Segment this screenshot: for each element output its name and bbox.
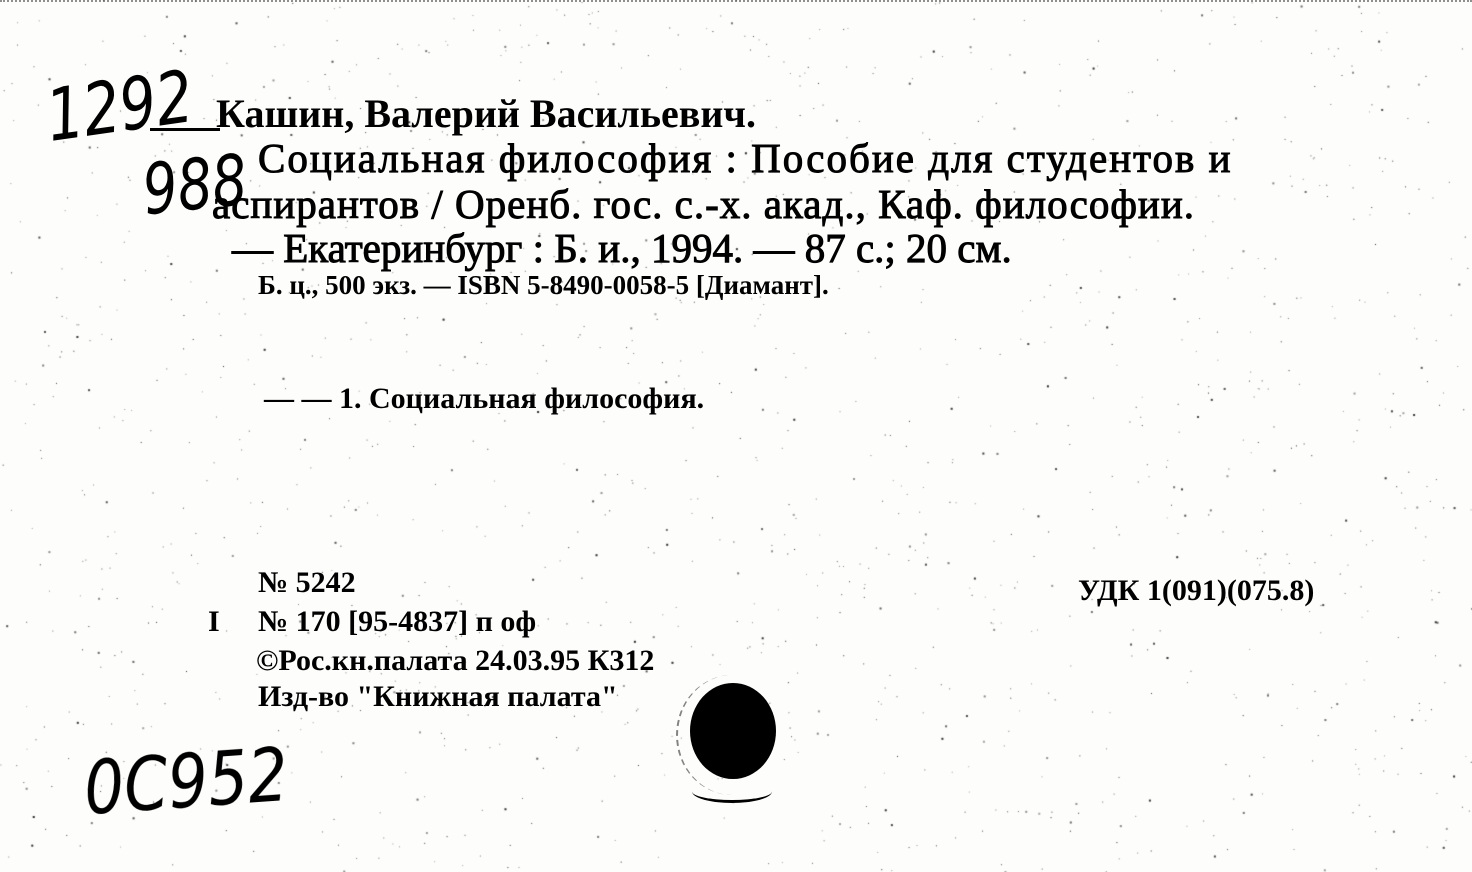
udc-classification: УДК 1(091)(075.8)	[1078, 574, 1315, 607]
title-line-2: аспирантов / Оренб. гос. с.-х. акад., Каф. философии.	[212, 181, 1196, 227]
handwritten-number-second: 988	[138, 138, 251, 232]
card-top-edge	[0, 0, 1472, 12]
copyright-line: ©Рос.кн.палата 24.03.95 К312	[256, 644, 655, 677]
title-line-1: Социальная философия : Пособие для студентов и	[258, 135, 1233, 181]
punch-hole-shadow	[692, 780, 772, 803]
handwritten-number-top: 1292	[41, 54, 199, 158]
punch-hole	[690, 683, 776, 779]
record-number: № 5242	[258, 566, 356, 599]
order-line: № 170 [95-4837] п оф	[258, 605, 537, 638]
author-heading: Кашин, Валерий Васильевич.	[216, 91, 756, 136]
subject-heading-line: — — 1. Социальная философия.	[264, 382, 705, 415]
handwritten-underline	[150, 128, 220, 131]
handwritten-inventory-code: 0C952	[81, 731, 291, 833]
price-isbn-line: Б. ц., 500 экз. — ISBN 5-8490-0058-5 [Диамант].	[258, 270, 829, 300]
imprint-line: — Екатеринбург : Б. и., 1994. — 87 с.; 20 см.	[232, 225, 1012, 271]
copies-marker: I	[208, 605, 220, 638]
publisher-line: Изд-во "Книжная палата"	[258, 680, 618, 713]
